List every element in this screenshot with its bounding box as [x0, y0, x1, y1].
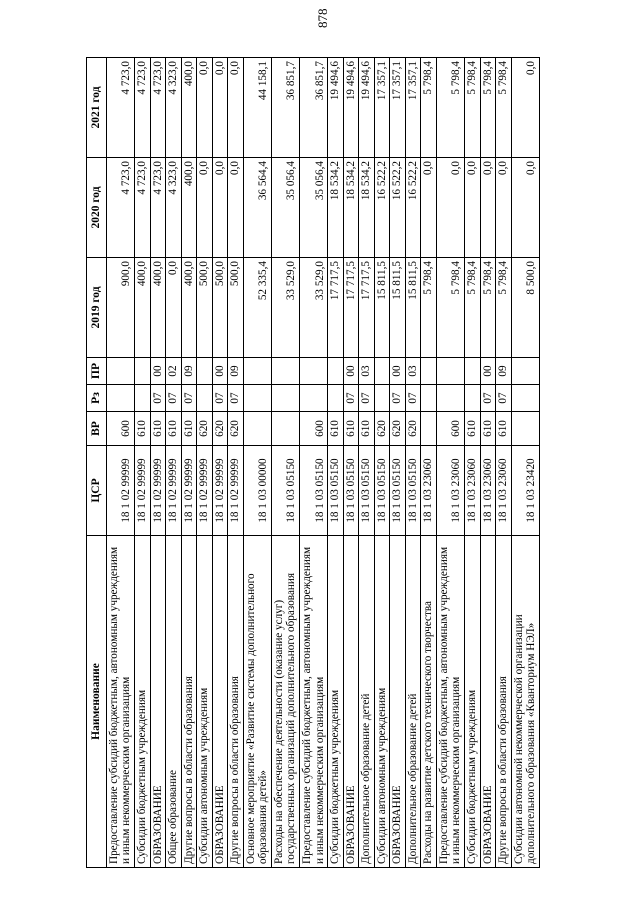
- cell-vr: [271, 412, 299, 446]
- cell-y2020: 0,0: [511, 158, 539, 258]
- cell-y2021: 5 798,4: [480, 58, 496, 158]
- cell-y2019: 5 798,4: [496, 258, 512, 358]
- cell-csr: 18 1 02 99999: [212, 446, 228, 536]
- cell-vr: [243, 412, 271, 446]
- cell-vr: 620: [228, 412, 244, 446]
- cell-rz: [243, 385, 271, 412]
- cell-vr: 610: [359, 412, 375, 446]
- cell-rz: 07: [228, 385, 244, 412]
- cell-csr: 18 1 03 05150: [390, 446, 406, 536]
- cell-rz: [374, 385, 390, 412]
- table-row: [181, 58, 197, 868]
- cell-y2021: 17 357,1: [405, 58, 421, 158]
- cell-rz: [328, 385, 344, 412]
- cell-vr: 600: [106, 412, 134, 446]
- cell-vr: 610: [480, 412, 496, 446]
- cell-pr: 03: [359, 358, 375, 385]
- cell-y2019: 15 811,5: [390, 258, 406, 358]
- cell-rz: 07: [359, 385, 375, 412]
- cell-y2021: 19 494,6: [328, 58, 344, 158]
- cell-y2020: 35 056,4: [299, 158, 327, 258]
- cell-csr: 18 1 03 23060: [465, 446, 481, 536]
- cell-y2020: 16 522,2: [374, 158, 390, 258]
- cell-pr: [328, 358, 344, 385]
- cell-y2019: 8 500,0: [511, 258, 539, 358]
- cell-y2021: 0,0: [511, 58, 539, 158]
- cell-csr: 18 1 03 23060: [496, 446, 512, 536]
- cell-name: Предоставление субсидий бюджетным, автономным учреждениям и иным некоммерческим организациям: [106, 536, 134, 868]
- cell-vr: 620: [374, 412, 390, 446]
- cell-y2021: 36 851,7: [271, 58, 299, 158]
- cell-csr: 18 1 03 05150: [343, 446, 359, 536]
- table-row: [390, 58, 406, 868]
- cell-y2019: 400,0: [181, 258, 197, 358]
- table-row: [511, 58, 539, 868]
- page-number: 878: [315, 8, 330, 28]
- cell-pr: [465, 358, 481, 385]
- cell-rz: 07: [480, 385, 496, 412]
- cell-pr: 00: [150, 358, 166, 385]
- cell-y2019: 5 798,4: [465, 258, 481, 358]
- cell-y2021: 4 723,0: [134, 58, 150, 158]
- cell-y2021: 400,0: [181, 58, 197, 158]
- cell-csr: 18 1 02 99999: [166, 446, 182, 536]
- cell-y2021: 5 798,4: [436, 58, 464, 158]
- cell-vr: 620: [212, 412, 228, 446]
- cell-name: Субсидии автономным учреждениям: [197, 536, 213, 868]
- table-row: [421, 58, 437, 868]
- table-row: [480, 58, 496, 868]
- cell-rz: 07: [390, 385, 406, 412]
- cell-pr: [421, 358, 437, 385]
- cell-y2021: 0,0: [197, 58, 213, 158]
- cell-pr: [436, 358, 464, 385]
- cell-y2020: 0,0: [212, 158, 228, 258]
- cell-vr: 600: [436, 412, 464, 446]
- cell-y2021: 44 158,1: [243, 58, 271, 158]
- cell-y2020: 0,0: [480, 158, 496, 258]
- cell-y2020: 16 522,2: [405, 158, 421, 258]
- cell-pr: [511, 358, 539, 385]
- cell-vr: 610: [496, 412, 512, 446]
- cell-csr: 18 1 02 99999: [197, 446, 213, 536]
- cell-y2019: 5 798,4: [421, 258, 437, 358]
- cell-rz: 07: [166, 385, 182, 412]
- cell-pr: [134, 358, 150, 385]
- cell-csr: 18 1 02 99999: [228, 446, 244, 536]
- cell-csr: 18 1 03 05150: [374, 446, 390, 536]
- cell-y2021: 0,0: [212, 58, 228, 158]
- cell-vr: 610: [134, 412, 150, 446]
- cell-pr: [243, 358, 271, 385]
- table-row: [150, 58, 166, 868]
- cell-csr: 18 1 03 23060: [436, 446, 464, 536]
- cell-vr: [421, 412, 437, 446]
- cell-name: Предоставление субсидий бюджетным, автономным учреждениям и иным некоммерческим организациям: [436, 536, 464, 868]
- table-row: [299, 58, 327, 868]
- table-row: [374, 58, 390, 868]
- header-2021: 2021 год: [87, 58, 107, 158]
- table-row: [465, 58, 481, 868]
- cell-name: Субсидии бюджетным учреждениям: [465, 536, 481, 868]
- header-2019: 2019 год: [87, 258, 107, 358]
- cell-y2019: 17 717,5: [343, 258, 359, 358]
- cell-y2019: 500,0: [228, 258, 244, 358]
- table-row: [106, 58, 134, 868]
- cell-name: Основное мероприятие «Развитие системы дополнительного образования детей»: [243, 536, 271, 868]
- table-row: [228, 58, 244, 868]
- cell-pr: 09: [496, 358, 512, 385]
- cell-rz: 07: [212, 385, 228, 412]
- cell-y2019: 400,0: [150, 258, 166, 358]
- cell-y2019: 5 798,4: [436, 258, 464, 358]
- cell-pr: 00: [390, 358, 406, 385]
- cell-name: ОБРАЗОВАНИЕ: [480, 536, 496, 868]
- cell-pr: 09: [228, 358, 244, 385]
- cell-name: Субсидии бюджетным учреждениям: [134, 536, 150, 868]
- cell-name: Другие вопросы в области образования: [228, 536, 244, 868]
- cell-csr: 18 1 03 00000: [243, 446, 271, 536]
- cell-name: Расходы на обеспечение деятельности (оказание услуг) государственных организаций дополнительного образования: [271, 536, 299, 868]
- cell-y2020: 35 056,4: [271, 158, 299, 258]
- cell-vr: 620: [405, 412, 421, 446]
- cell-rz: 07: [343, 385, 359, 412]
- cell-pr: [106, 358, 134, 385]
- table-row: [343, 58, 359, 868]
- cell-pr: [197, 358, 213, 385]
- cell-pr: 09: [181, 358, 197, 385]
- cell-name: Другие вопросы в области образования: [496, 536, 512, 868]
- cell-csr: 18 1 03 05150: [359, 446, 375, 536]
- cell-csr: 18 1 03 23060: [421, 446, 437, 536]
- cell-pr: 00: [343, 358, 359, 385]
- cell-y2021: 19 494,6: [359, 58, 375, 158]
- cell-y2019: 900,0: [106, 258, 134, 358]
- cell-y2019: 15 811,5: [405, 258, 421, 358]
- cell-y2019: 5 798,4: [480, 258, 496, 358]
- cell-rz: [299, 385, 327, 412]
- cell-rz: 07: [496, 385, 512, 412]
- cell-vr: 610: [150, 412, 166, 446]
- cell-csr: 18 1 02 99999: [150, 446, 166, 536]
- table-row: [243, 58, 271, 868]
- cell-rz: [197, 385, 213, 412]
- cell-csr: 18 1 03 05150: [271, 446, 299, 536]
- cell-y2021: 5 798,4: [496, 58, 512, 158]
- table-body: [106, 58, 539, 868]
- table-row: [134, 58, 150, 868]
- cell-pr: 02: [166, 358, 182, 385]
- cell-y2021: 0,0: [228, 58, 244, 158]
- cell-pr: 00: [480, 358, 496, 385]
- cell-name: Расходы на развитие детского технического творчества: [421, 536, 437, 868]
- cell-vr: 610: [343, 412, 359, 446]
- cell-y2020: 0,0: [197, 158, 213, 258]
- header-csr: ЦСР: [87, 446, 107, 536]
- cell-csr: 18 1 03 05150: [405, 446, 421, 536]
- cell-y2020: 4 723,0: [106, 158, 134, 258]
- table-row: [166, 58, 182, 868]
- cell-rz: 07: [405, 385, 421, 412]
- cell-csr: 18 1 02 99999: [106, 446, 134, 536]
- cell-y2020: 0,0: [228, 158, 244, 258]
- cell-pr: 03: [405, 358, 421, 385]
- cell-name: ОБРАЗОВАНИЕ: [343, 536, 359, 868]
- header-pr: ПР: [87, 358, 107, 385]
- cell-y2019: 15 811,5: [374, 258, 390, 358]
- cell-y2020: 0,0: [496, 158, 512, 258]
- table-row: [197, 58, 213, 868]
- table-row: [212, 58, 228, 868]
- cell-y2021: 17 357,1: [374, 58, 390, 158]
- cell-rz: [436, 385, 464, 412]
- budget-table: [86, 57, 540, 868]
- cell-vr: 610: [166, 412, 182, 446]
- cell-vr: [511, 412, 539, 446]
- cell-vr: 610: [465, 412, 481, 446]
- cell-y2019: 33 529,0: [299, 258, 327, 358]
- cell-y2021: 5 798,4: [421, 58, 437, 158]
- cell-rz: [465, 385, 481, 412]
- cell-y2020: 18 534,2: [359, 158, 375, 258]
- cell-y2019: 0,0: [166, 258, 182, 358]
- cell-csr: 18 1 03 05150: [299, 446, 327, 536]
- cell-csr: 18 1 03 23060: [480, 446, 496, 536]
- cell-rz: [134, 385, 150, 412]
- table-header-row: [87, 58, 107, 868]
- table-row: [436, 58, 464, 868]
- cell-csr: 18 1 03 05150: [328, 446, 344, 536]
- cell-y2020: 4 723,0: [134, 158, 150, 258]
- cell-y2020: 4 323,0: [166, 158, 182, 258]
- cell-name: ОБРАЗОВАНИЕ: [150, 536, 166, 868]
- cell-y2020: 36 564,4: [243, 158, 271, 258]
- cell-y2021: 19 494,6: [343, 58, 359, 158]
- cell-y2019: 33 529,0: [271, 258, 299, 358]
- header-vr: ВР: [87, 412, 107, 446]
- cell-vr: 620: [197, 412, 213, 446]
- cell-name: Дополнительное образование детей: [405, 536, 421, 868]
- cell-y2020: 16 522,2: [390, 158, 406, 258]
- cell-pr: [271, 358, 299, 385]
- cell-vr: 620: [390, 412, 406, 446]
- cell-name: Общее образование: [166, 536, 182, 868]
- cell-name: Субсидии бюджетным учреждениям: [328, 536, 344, 868]
- cell-name: ОБРАЗОВАНИЕ: [390, 536, 406, 868]
- table-row: [271, 58, 299, 868]
- cell-vr: 610: [181, 412, 197, 446]
- cell-y2021: 5 798,4: [465, 58, 481, 158]
- cell-y2019: 52 335,4: [243, 258, 271, 358]
- cell-vr: 600: [299, 412, 327, 446]
- cell-rz: [271, 385, 299, 412]
- cell-y2021: 4 723,0: [106, 58, 134, 158]
- cell-y2019: 400,0: [134, 258, 150, 358]
- header-rz: Рз: [87, 385, 107, 412]
- cell-y2021: 4 723,0: [150, 58, 166, 158]
- cell-rz: 07: [181, 385, 197, 412]
- cell-rz: [511, 385, 539, 412]
- cell-csr: 18 1 02 99999: [134, 446, 150, 536]
- cell-csr: 18 1 02 99999: [181, 446, 197, 536]
- cell-name: Субсидии автономной некоммерческой организации дополнительного образования «Кванториум НЭЛ»: [511, 536, 539, 868]
- cell-y2020: 0,0: [421, 158, 437, 258]
- cell-y2020: 0,0: [436, 158, 464, 258]
- cell-y2020: 18 534,2: [343, 158, 359, 258]
- cell-y2020: 0,0: [465, 158, 481, 258]
- cell-name: ОБРАЗОВАНИЕ: [212, 536, 228, 868]
- header-name: Наименование: [87, 536, 107, 868]
- cell-pr: [299, 358, 327, 385]
- cell-rz: 07: [150, 385, 166, 412]
- cell-rz: [106, 385, 134, 412]
- cell-name: Другие вопросы в области образования: [181, 536, 197, 868]
- table-row: [359, 58, 375, 868]
- cell-pr: [374, 358, 390, 385]
- cell-rz: [421, 385, 437, 412]
- cell-name: Предоставление субсидий бюджетным, автономным учреждениям и иным некоммерческим организациям: [299, 536, 327, 868]
- cell-y2020: 4 723,0: [150, 158, 166, 258]
- cell-y2019: 500,0: [197, 258, 213, 358]
- table-row: [496, 58, 512, 868]
- cell-name: Дополнительное образование детей: [359, 536, 375, 868]
- table-row: [405, 58, 421, 868]
- cell-y2019: 500,0: [212, 258, 228, 358]
- cell-y2020: 400,0: [181, 158, 197, 258]
- rotated-table-container: [86, 58, 540, 868]
- cell-csr: 18 1 03 23420: [511, 446, 539, 536]
- cell-y2021: 36 851,7: [299, 58, 327, 158]
- cell-pr: 00: [212, 358, 228, 385]
- cell-vr: 610: [328, 412, 344, 446]
- cell-y2019: 17 717,5: [359, 258, 375, 358]
- table-row: [328, 58, 344, 868]
- header-2020: 2020 год: [87, 158, 107, 258]
- cell-y2019: 17 717,5: [328, 258, 344, 358]
- cell-y2020: 18 534,2: [328, 158, 344, 258]
- cell-y2021: 17 357,1: [390, 58, 406, 158]
- cell-name: Субсидии автономным учреждениям: [374, 536, 390, 868]
- cell-y2021: 4 323,0: [166, 58, 182, 158]
